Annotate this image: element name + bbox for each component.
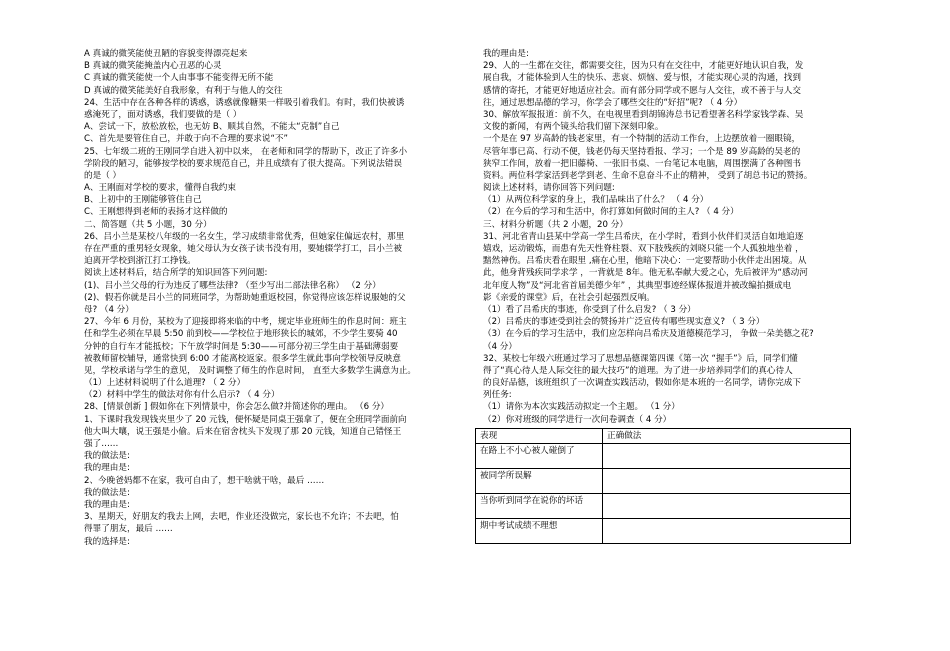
text-line: 存在严重的重男轻女现象，她父母认为女孩子读书没有用，要她辍学打工，吕小兰被 [84,244,402,254]
text-line: （1）从两位科学家的身上，我们品味出了什么？ （ 4 分） [483,195,709,206]
text-line: 嬉戏，运动锻炼，而患有先天性脊柱裂、双下肢残疾的刘晓只能一个人孤独地坐着 ， [483,244,804,254]
text-line: 得了“真心待人是人际交往的最大技巧”的道理。为了进一步培养同学们的真心待人 [483,365,793,376]
situation-cell: 在路上不小心被人碰倒了 [476,443,603,468]
text-line: 他大叫大嚷，说王强是小偷。后来在宿舍枕头下发现了那 20 元钱，知道自己错怪王 [84,426,402,437]
text-line: 31、河北省青山县某中学高一学生吕希庆，在小学时，看到小伙伴们灵活自如地追逐 [483,231,804,242]
text-line: 的良好品德，该班组织了一次调查实践活动，假如你是本班的一名同学，请你完成下 [483,378,801,389]
text-line: 我的选择是: [84,536,130,547]
text-line: 分钟的自行车才能抵校；下午放学时间是 5:30——可部分初三学生由于基础薄弱要 [84,341,399,352]
text-line: （2）在今后的学习和生活中，你打算如何做时间的主人? （ 4 分） [483,207,739,218]
text-line: A 真诚的微笑能使丑陋的容貌变得漂亮起来 [84,49,248,59]
table-row [476,518,851,543]
text-line: 我的理由是: [483,49,529,59]
left-column [84,48,472,548]
text-line: （2）吕希庆的事迹受到社会的赞扬并广泛宣传有哪些现实意义? （ 3 分） [483,317,765,328]
text-line: 迫离开学校到浙江打工挣钱。 [84,256,196,267]
text-line: 2、今晚爸妈都不在家，我可自由了，想干啥就干啥，最后 …… [84,475,325,486]
text-line: 影《亲爱的课堂》后，在社会引起强烈反响。 [483,292,655,303]
text-line: 母? （4 分） [84,304,134,315]
text-line: 列任务: [483,390,512,401]
table-header-row [476,428,851,443]
text-line: （1）看了吕希庆的事迹，你受到了什么启发? （ 3 分） [483,304,696,315]
text-line: D 真诚的微笑能美好自我形象，有利于与他人的交往 [84,85,283,96]
text-line: 我的做法是: [84,451,130,462]
text-line: 3、星期天，好朋友约我去上网，去吧，作业还没做完，家长也不允许；不去吧，怕 [84,512,399,523]
right-column [480,48,868,544]
table-row [476,443,851,468]
text-line: 我的理由是: [84,499,130,510]
text-line: （1）上述材料说明了什么道理? （ 2 分） [84,378,246,389]
text-line: 被教师留校辅导，通常快到 6:00 才能离校返家。很多学生就此事向学校领导反映意 [84,353,401,364]
text-line: (1)、吕小兰父母的行为违反了哪些法律? （至少写出二部法律名称） （2 分） [84,280,381,291]
text-line: （2）材料中学生的做法对你有什么启示? （ 4 分） [84,390,280,401]
text-line: C、首先是要管住自己，并敢于向不合理的要求说“不” [84,134,288,145]
text-line: B、上初中的王刚能够管住自己 [84,195,202,206]
text-line: 感情的寄托，才能更好地适应社会。而有部分同学或不愿与人交往，或不善于与人交 [483,85,801,96]
text-line: 惑淹死了，面对诱惑，我们要做的是（ ） [84,109,242,120]
situation-cell: 期中考试成绩不理想 [476,518,603,543]
text-line: （3）在今后的学习生活中，我们应怎样向吕希庆及道德模范学习， 争做一朵美德之花? [483,329,814,340]
text-line: 24、生活中存在各种各样的诱惑，诱惑就像糖果一样吸引着我们。有时，我们快被诱 [84,97,405,108]
text-line: A、尝试一下，放松放松，也无妨 B、顺其自然，不能太“克制”自己 [84,122,340,133]
text-line: 学阶段的陋习，能够按学校的要求规范自己，并且成绩有了很大提高。下列说法错误 [84,158,402,169]
text-line: 25、七年级二班的王刚同学自进入初中以来， 在老师和同学的帮助下，改正了许多小 [84,146,408,157]
text-line: 28、[情景创新 ] 假如你在下列情景中，你会怎么做?并简述你的理由。 （6 分） [84,402,390,413]
text-line: 得罪了朋友，最后 …… [84,524,173,535]
text-line: （1）请你为本次实践活动拟定一个主题。 （1 分） [483,402,680,413]
survey-table [475,428,851,544]
answer-cell[interactable] [603,443,851,468]
text-line: B 真诚的微笑能掩盖内心丑恶的心灵 [84,61,222,72]
text-line: 27、今年 6 月份，某校为了迎接即将来临的中考，规定毕业班师生的作息时间：班主 [84,317,407,328]
text-line: 黯然神伤。吕希庆看在眼里 ,痛在心里，他暗下决心：一定要帮助小伙伴走出困境。从 [483,256,807,267]
text-line: 阅读上述材料，请你回答下列问题: [483,183,615,194]
answer-cell[interactable] [603,493,851,518]
text-line: 1、下课时我发现钱夹里少了 20 元钱，便怀疑是同桌王强拿了，便在全班同学面前向 [84,414,407,425]
text-line: 任和学生必须在早晨 5:50 前到校——学校位于地形狭长的城郊，不少学生要骑 40 [84,329,398,340]
text-line: 二、简答题（共 5 小题，30 分） [84,219,212,230]
text-line: C、王刚想得到老师的表扬才这样做的 [84,207,228,218]
text-line: 尽管年事已高、行动不便，钱老仍每天坚持看报、学习；一个是 89 岁高龄的吴老的 [483,146,801,157]
situation-cell: 当你听到同学在说你的坏话 [476,493,603,518]
table-header-cell: 正确做法 [603,428,851,443]
situation-cell: 被同学所误解 [476,468,603,493]
text-line: 北年度人物”及“河北省首届美德少年” ，其典型事迹经媒体报道并被改编拍摄成电 [483,280,792,291]
text-line: （4 分） [483,341,517,352]
text-line: 阅读上述材料后，结合所学的知识回答下列问题: [84,268,268,279]
text-line: 见，学校承诺与学生的意见， 及时调整了师生的作息时间， 直至大多数学生满意为止。 [84,365,417,376]
text-line: (2)、假若你就是吕小兰的同班同学，为帮助她重返校园，你觉得应该怎样说服她的父 [84,292,406,303]
text-line: 29、人的一生都在交往，都需要交往，因为只有在交往中，才能更好地认识自我，发 [483,61,804,72]
text-line: 文俊的新闻，有两个镜头给我们留下深刻印象。 [483,122,664,133]
text-line: C 真诚的微笑能使一个人由事事不能变得无所不能 [84,73,274,84]
table-row [476,468,851,493]
table-header-cell: 表现 [476,428,603,443]
text-line: 往，通过思想品德的学习，你学会了哪些交往的“好招”呢? （ 4 分） [483,97,743,108]
text-line: 资料。两位科学家活到老学到老、生命不息奋斗不止的精神， 受到了胡总书记的赞扬。 [483,170,813,181]
table-row [476,493,851,518]
text-line: 狭窄工作间，放着一把旧藤椅、一张旧书桌、一台笔记本电脑，周围摆满了各种图书 [483,158,801,169]
answer-cell[interactable] [603,518,851,543]
text-line: 26、吕小兰是某校八年级的一名女生，学习成绩非常优秀，但她家住偏远农村，那里 [84,231,405,242]
text-line: 强了…… [84,439,119,449]
text-line: 三、材料分析题（共 2 小题，20 分） [483,219,628,230]
text-line: 此，他身背残疾同学求学 ，一背就是 8年。他无私奉献大爱之心，先后被评为“感动河 [483,268,808,279]
text-line: （2）你对班级的同学进行一次问卷调查（ 4 分） [483,414,672,425]
answer-cell[interactable] [603,468,851,493]
text-line: 我的做法是: [84,487,130,498]
text-line: 展自我，才能体验到人生的快乐、悲哀、烦恼、爱与恨，才能实现心灵的沟通，找到 [483,73,801,84]
text-line: 30、解放军报报道：前不久，在电视里看到胡锦涛总书记看望著名科学家钱学森、吴 [483,109,804,120]
text-line: 一个是在 97 岁高龄的钱老家里，有一个特制的活动工作台，上边摆放着一圈眼镜， [483,134,801,145]
text-line: A、王刚面对学校的要求，懂得自我约束 [84,183,236,194]
text-line: 32、某校七年级六班通过学习了思想品德课第四课《第一次 “握手”》后，同学们懂 [483,353,798,364]
text-line: 的是（ ） [84,170,122,181]
text-line: 我的理由是: [84,463,130,474]
